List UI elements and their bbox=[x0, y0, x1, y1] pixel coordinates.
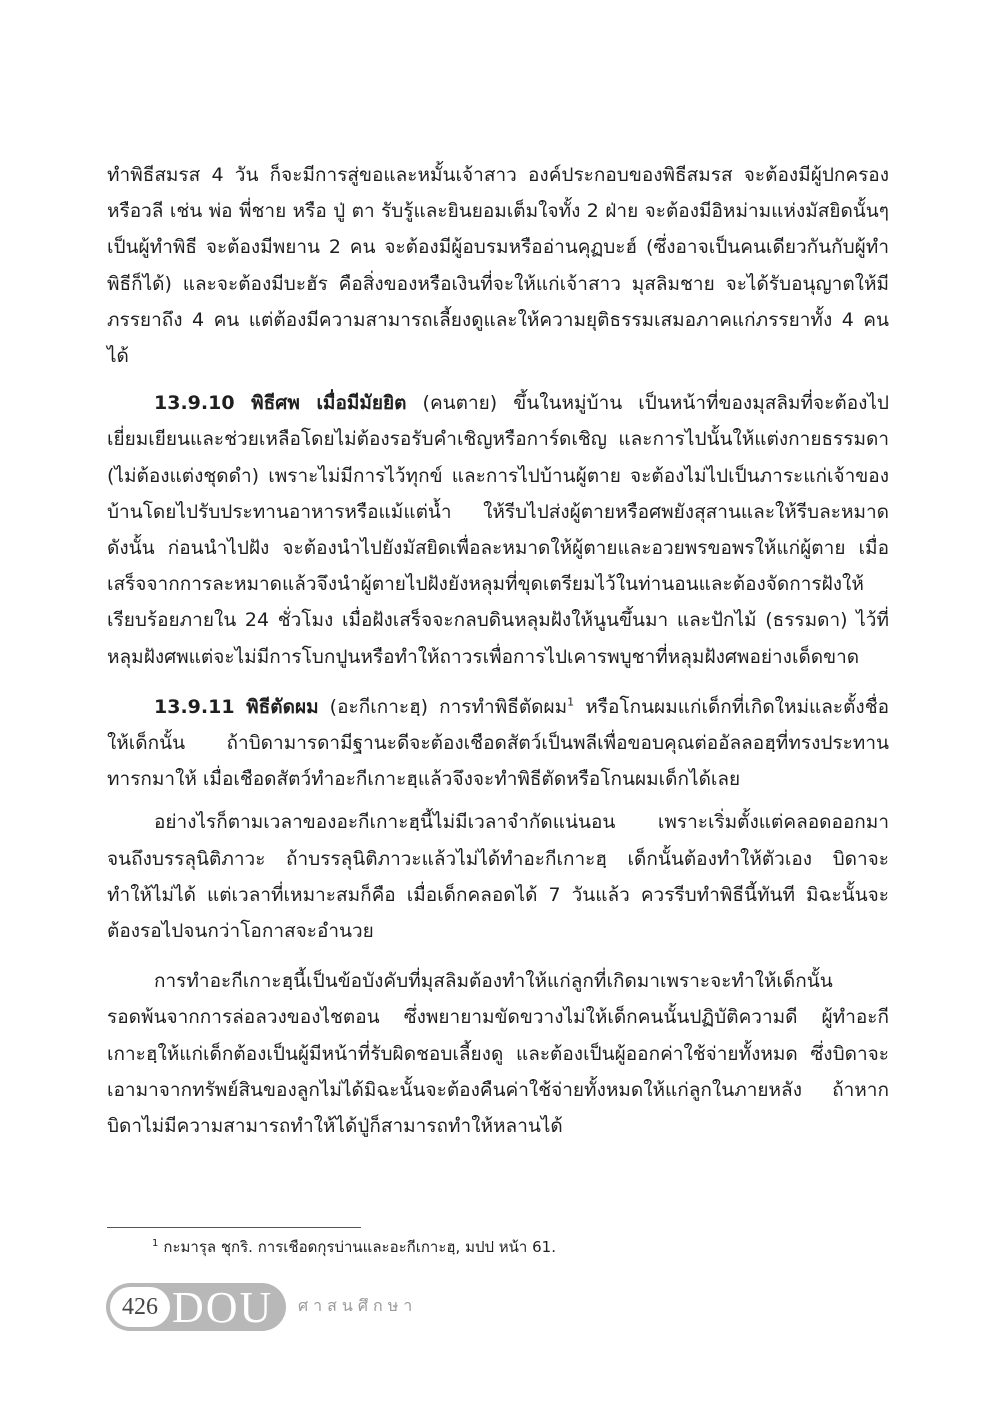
paragraph-13-9-10 bbox=[107, 385, 889, 675]
footnote-mark: 1 bbox=[152, 1238, 159, 1249]
paragraph-13-9-11 bbox=[107, 689, 889, 798]
section-body-13-9-11-a: (อะกีเกาะฮฺ) การทำพิธีตัดผม bbox=[318, 695, 568, 718]
footnote-reference[interactable]: 1 bbox=[567, 695, 575, 709]
paragraph-marriage-continued: ทำพิธีสมรส 4 วัน ก็จะมีการสู่ขอและหมั้นเจ้าสาว องค์ประกอบของพิธีสมรส จะต้องมีผู้ปกครองหรือวลี เช่น พ่อ พี่ชาย หรือ ปู่ ตา รับรู้และยินยอมเต็มใจทั้ง 2 ฝ่าย จะต้องมีอิหม่ามแห่งมัสยิดนั้นๆ เป็นผู้ทำพิธี จะต้องมีพยาน 2 คน จะต้องมีผู้อบรมหรืออ่านคุฏบะฮ์ (ซึ่งอาจเป็นคนเดียวกันกับผู้ทำพิธีก็ได้) และจะต้องมีบะฮัร คือสิ่งของหรือเงินที่จะให้แก่เจ้าสาว มุสลิมชาย จะได้รับอนุญาตให้มีภรรยาถึง 4 คน แต่ต้องมีความสามารถเลี้ยงดูและให้ความยุติธรรมเสมอภาคแก่ภรรยาทั้ง 4 คนได้ bbox=[107, 164, 889, 368]
footnote-text: กะมารุล ชุกริ. การเชือดกุรบ่านและอะกีเกาะฮฺ, มปป หน้า 61. bbox=[163, 1238, 556, 1256]
section-body-13-9-11-b: หรือโกนผมแก่เด็กที่เกิดใหม่และตั้งชื่อให้เด็กนั้น ถ้าบิดามารดามีฐานะดีจะต้องเชือดสัตว์เป็นพลีเพื่อขอบคุณต่ออัลลอฮฺที่ทรงประทานทารกมาให้ เมื่อเชือดสัตว์ทำอะกีเกาะฮฺแล้วจึงจะทำพิธีตัดหรือโกนผมเด็กได้เลย bbox=[107, 695, 890, 791]
paragraph-aqiqah-timing: อย่างไรก็ตามเวลาของอะกีเกาะฮฺนี้ไม่มีเวลาจำกัดแน่นอน เพราะเริ่มตั้งแต่คลอดออกมาจนถึงบรรลุนิติภาวะ ถ้าบรรลุนิติภาวะแล้วไม่ได้ทำอะกีเกาะฮฺ เด็กนั้นต้องทำให้ตัวเอง บิดาจะทำให้ไม่ได้ แต่เวลาที่เหมาะสมก็คือ เมื่อเด็กคลอดได้ 7 วันแล้ว ควรรีบทำพิธีนี้ทันที มิฉะนั้นจะต้องรอไปจนกว่าโอกาสจะอำนวย bbox=[107, 811, 889, 943]
footnote-divider bbox=[107, 1227, 361, 1228]
section-heading-13-9-11: 13.9.11 พิธีตัดผม bbox=[154, 695, 319, 718]
page-number: 426 bbox=[110, 1287, 170, 1327]
running-title: ศาสนศึกษา bbox=[298, 1296, 418, 1315]
brand-logo-text: DOU bbox=[172, 1283, 274, 1332]
paragraph-aqiqah-obligation: การทำอะกีเกาะฮฺนี้เป็นข้อบังคับที่มุสลิมต้องทำให้แก่ลูกที่เกิดมาเพราะจะทำให้เด็กนั้นรอดพ้นจากการล่อลวงของไชตอน ซึ่งพยายามขัดขวางไม่ให้เด็กคนนั้นปฏิบัติความดี ผู้ทำอะกีเกาะฮฺให้แก่เด็กต้องเป็นผู้มีหน้าที่รับผิดชอบเลี้ยงดู และต้องเป็นผู้ออกค่าใช้จ่ายทั้งหมด ซึ่งบิดาจะเอามาจากทรัพย์สินของลูกไม่ได้มิฉะนั้นจะต้องคืนค่าใช้จ่ายทั้งหมดให้แก่ลูกในภายหลัง ถ้าหากบิดาไม่มีความสามารถทำให้ได้ปู่ก็สามารถทำให้หลานได้ bbox=[107, 970, 889, 1138]
page-body bbox=[107, 157, 889, 1144]
section-body-13-9-10: (คนตาย) ขึ้นในหมู่บ้าน เป็นหน้าที่ของมุสลิมที่จะต้องไปเยี่ยมเยียนและช่วยเหลือโดยไม่ต้องรอรับคำเชิญหรือการ์ดเชิญ และการไปนั้นให้แต่งกายธรรมดา (ไม่ต้องแต่งชุดดำ) เพราะไม่มีการไว้ทุกข์ และการไปบ้านผู้ตาย จะต้องไม่ไปเป็นภาระแก่เจ้าของบ้านโดยไปรับประทานอาหารหรือแม้แต่น้ำ ให้รีบไปส่งผู้ตายหรือศพยังสุสานและให้รีบละหมาด ดังนั้น ก่อนนำไปฝัง จะต้องนำไปยังมัสยิดเพื่อละหมาดให้ผู้ตายและอวยพรขอพรให้แก่ผู้ตาย เมื่อเสร็จจากการละหมาดแล้วจึงนำผู้ตายไปฝังยังหลุมที่ขุดเตรียมไว้ในท่านอนและต้องจัดการฝังให้เรียบร้อยภายใน 24 ชั่วโมง เมื่อฝังเสร็จจะกลบดินหลุมฝังให้นูนขึ้นมา และปักไม้ (ธรรมดา) ไว้ที่หลุมฝังศพแต่จะไม่มีการโบกปูนหรือทำให้ถาวรเพื่อการไปเคารพบูชาที่หลุมฝังศพอย่างเด็ดขาด bbox=[107, 392, 889, 668]
footnote bbox=[152, 1236, 556, 1258]
section-heading-13-9-10: 13.9.10 พิธีศพ เมื่อมีมัยยิต bbox=[154, 392, 407, 415]
